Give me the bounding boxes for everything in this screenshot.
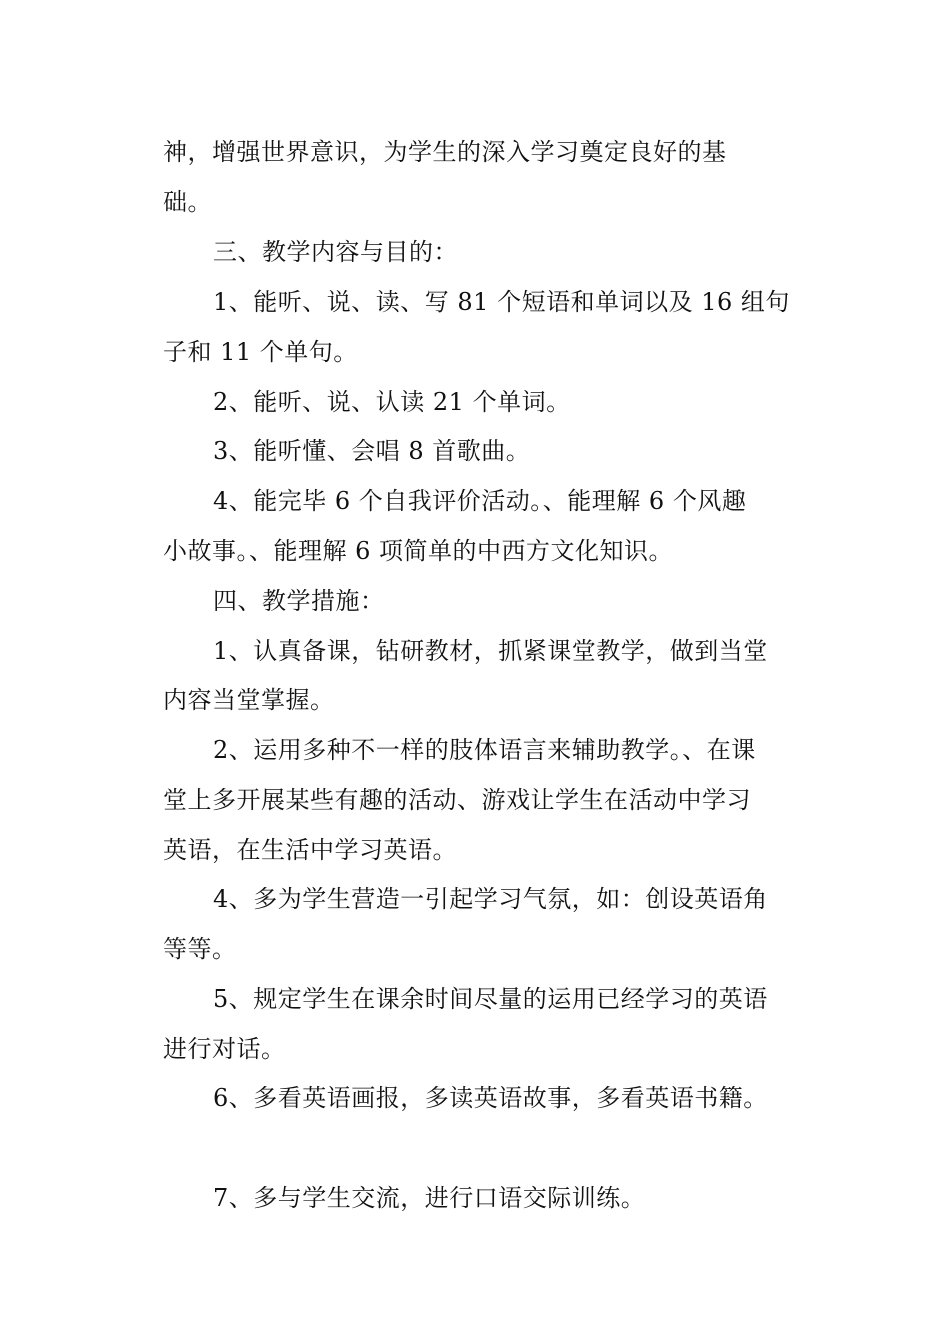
text-line: 英语，在生活中学习英语。 — [163, 836, 457, 864]
text-line: 2、运用多种不一样的肢体语言来辅助教学。、在课 — [213, 736, 756, 764]
text-line: 堂上多开展某些有趣的活动、游戏让学生在活动中学习 — [163, 786, 751, 814]
text-line: 4、多为学生营造一引起学习气氛，如：创设英语角 — [213, 885, 768, 913]
text-line: 小故事。、能理解 6 项简单的中西方文化知识。 — [163, 537, 674, 565]
text-line: 子和 11 个单句。 — [163, 338, 358, 366]
text-line: 等等。 — [163, 935, 237, 963]
text-line: 内容当堂掌握。 — [163, 686, 335, 714]
text-line: 1、认真备课，钻研教材，抓紧课堂教学，做到当堂 — [213, 637, 768, 665]
text-line: 神，增强世界意识，为学生的深入学习奠定良好的基 — [163, 138, 727, 166]
text-line: 2、能听、说、认读 21 个单词。 — [213, 388, 571, 416]
text-line: 1、能听、说、读、写 81 个短语和单词以及 16 组句 — [213, 288, 790, 316]
text-line: 础。 — [163, 188, 212, 216]
text-line: 7、多与学生交流，进行口语交际训练。 — [213, 1184, 646, 1212]
section-heading: 三、教学内容与目的： — [213, 238, 458, 266]
section-heading: 四、教学措施： — [213, 587, 385, 615]
text-line: 4、能完毕 6 个自我评价活动。、能理解 6 个风趣 — [213, 487, 747, 515]
text-line: 6、多看英语画报，多读英语故事，多看英语书籍。 — [213, 1084, 768, 1112]
text-line: 3、能听懂、会唱 8 首歌曲。 — [213, 437, 531, 465]
text-line: 进行对话。 — [163, 1035, 286, 1063]
text-line: 5、规定学生在课余时间尽量的运用已经学习的英语 — [213, 985, 768, 1013]
